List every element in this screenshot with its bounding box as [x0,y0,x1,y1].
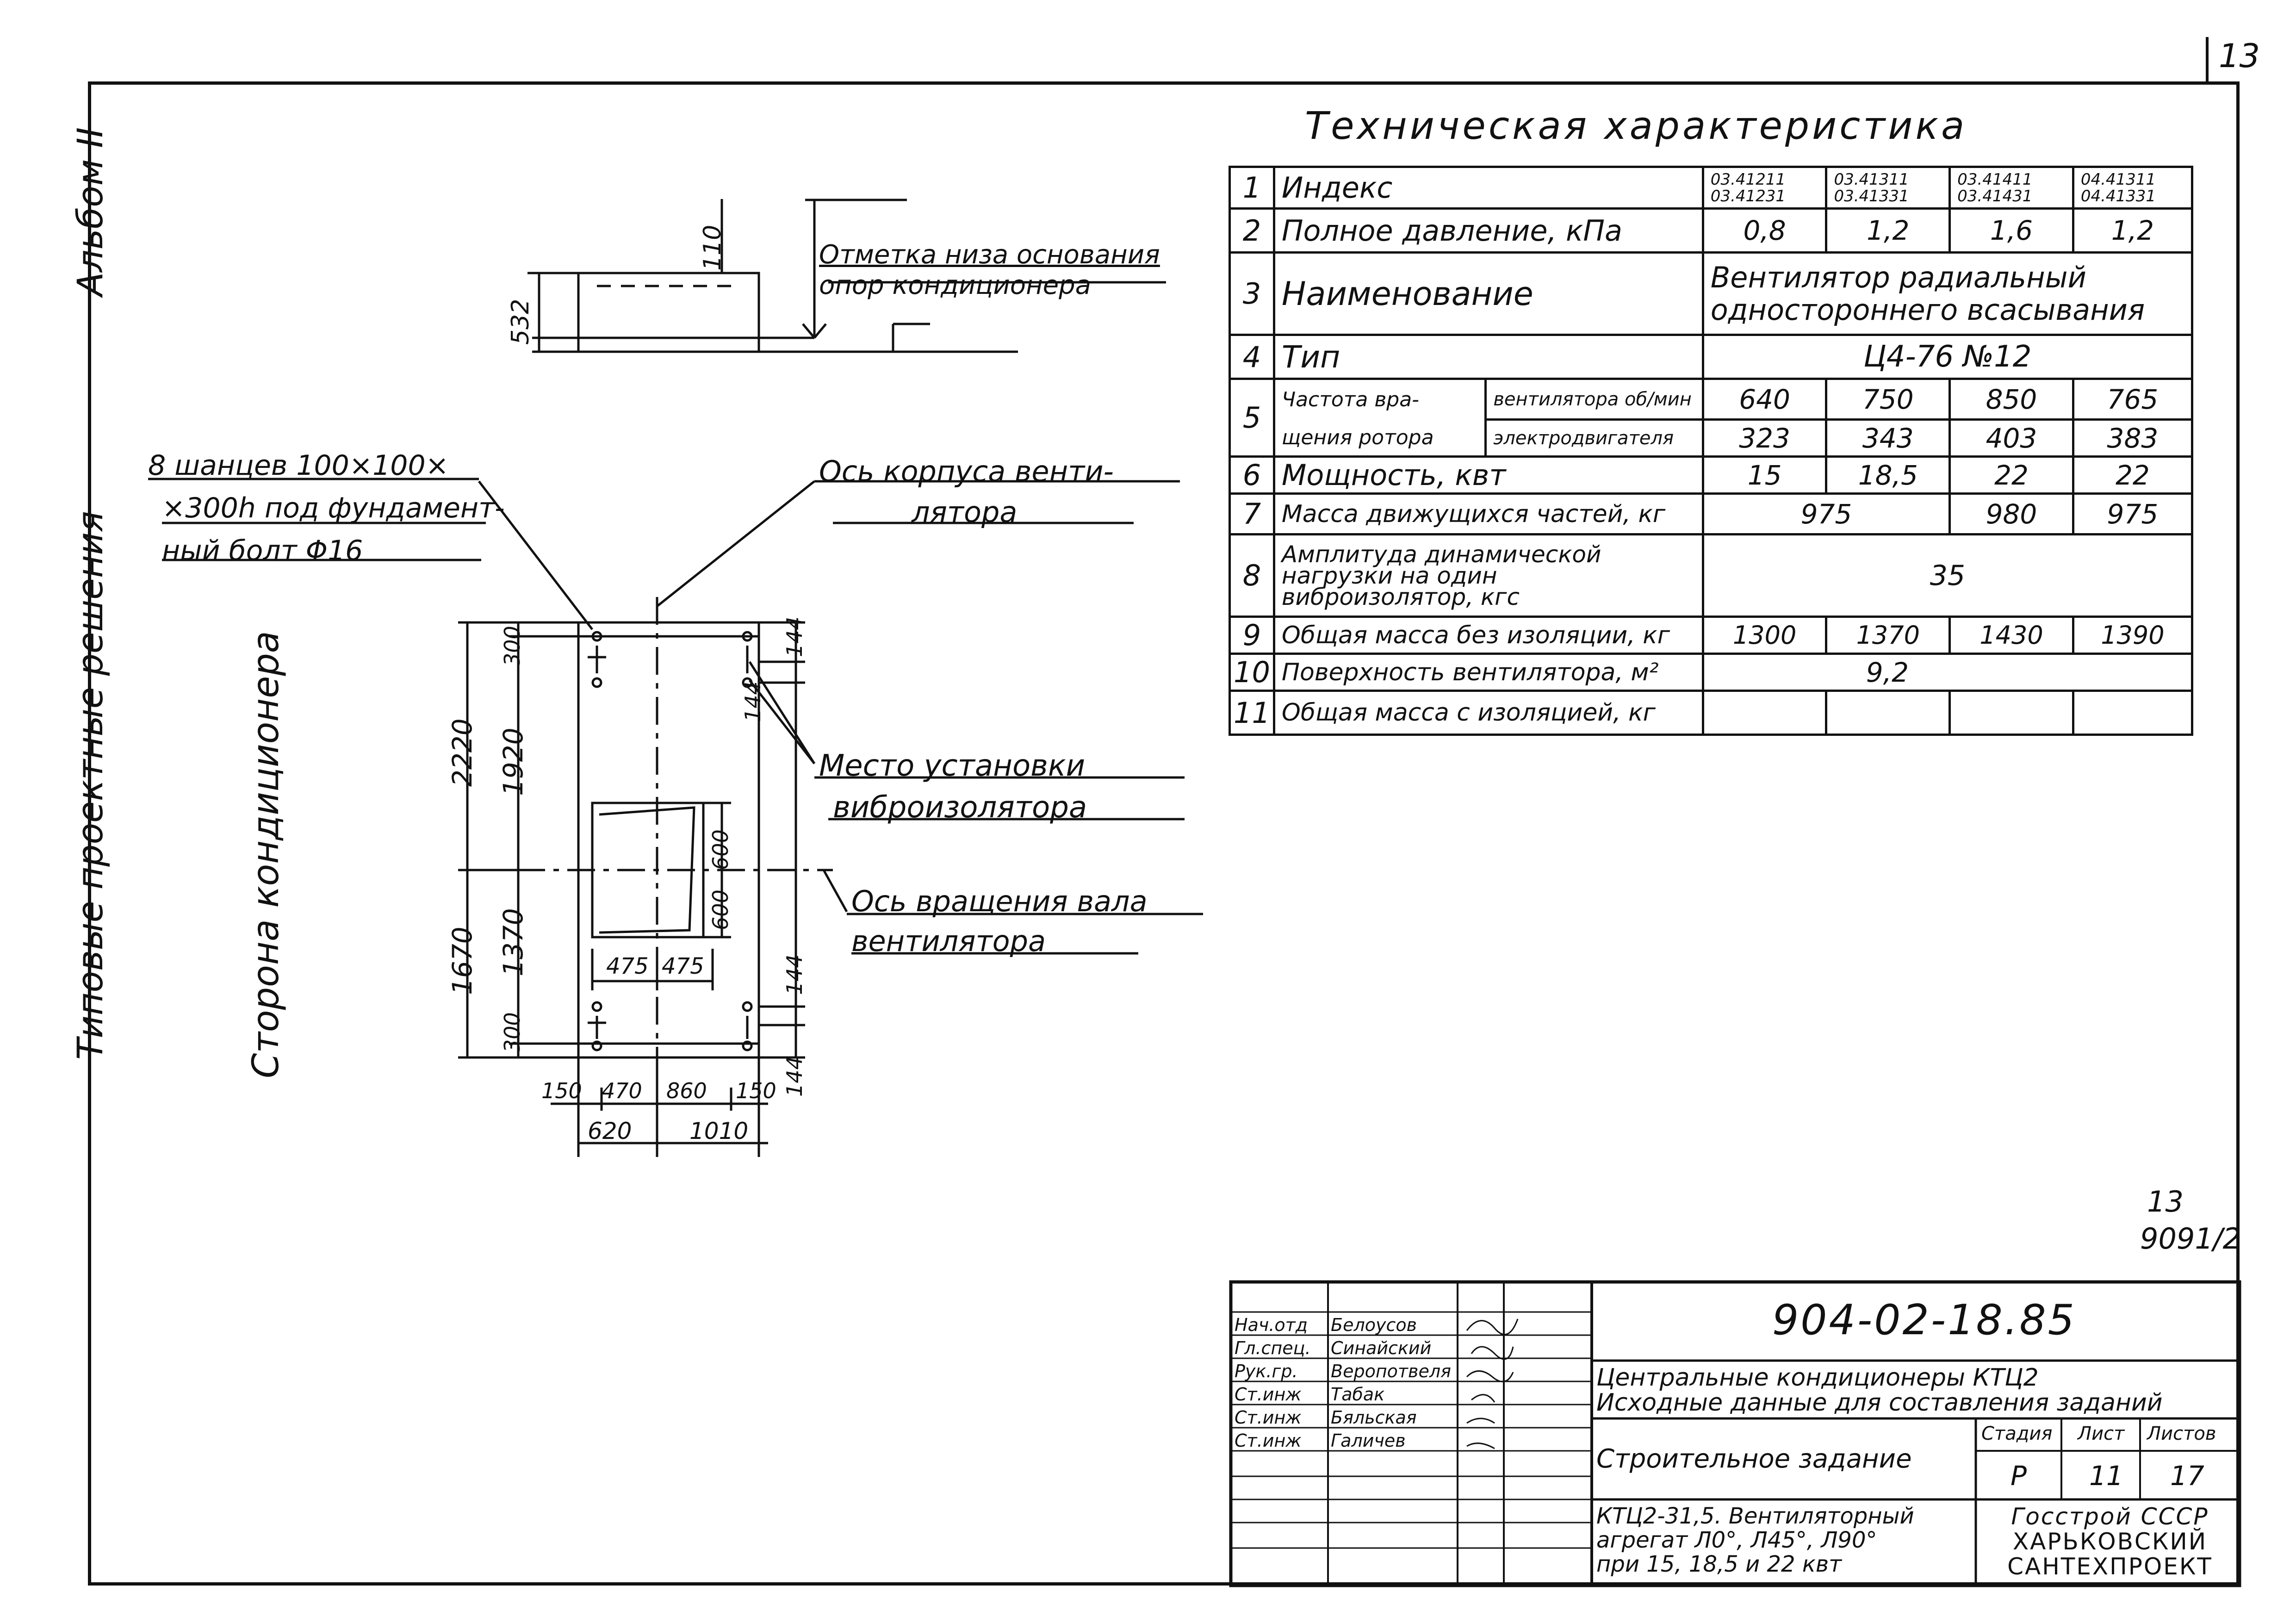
dim-144-b: 144 [740,681,765,722]
doc-title [1596,1365,2163,1415]
dim-2220: 2220 [447,718,478,787]
vibration-line1: Место установки [819,749,1086,783]
dim-144-c: 144 [782,954,807,995]
role-3: Рук.гр. [1235,1361,1298,1381]
dim-1670: 1670 [447,927,478,995]
mark-label-line1: Отметка низа основания [819,240,1160,270]
value: 15 [1703,457,1826,494]
row-label: Общая масса с изоляцией, кг [1274,691,1703,735]
role-4: Ст.инж [1235,1384,1302,1405]
spec-title: Техническая характеристика [1305,104,1967,148]
sheet-ref-bottom: 9091/2 [2140,1222,2241,1256]
value: 1390 [2073,617,2192,654]
value: 0,8 [1703,209,1826,253]
organization [1990,1504,2230,1579]
desc-line3: при 15, 18,5 и 22 квт [1596,1551,1842,1577]
row-num: 8 [1230,535,1274,617]
row-label: Полное давление, кПа [1274,209,1703,253]
name-2: Синайский [1331,1338,1432,1358]
value: 1,6 [1950,209,2073,253]
task-label: Строительное задание [1596,1444,1912,1474]
name-4: Табак [1331,1384,1385,1405]
value: 975 [2073,494,2192,535]
sheet-number: 13 [2219,37,2260,75]
value: 1430 [1950,617,2073,654]
row-label: Поверхность вентилятора, м² [1274,654,1703,691]
shaft-axis-line2: вентилятора [851,924,1046,958]
doc-code: 904-02-18.85 [1772,1296,2076,1344]
row-num: 1 [1230,167,1274,209]
row-label: Индекс [1274,167,1703,209]
desc-line1: КТЦ2-31,5. Вентиляторный [1596,1503,1914,1529]
row-label-a: Частота вра- [1274,379,1485,420]
value: 343 [1826,420,1950,457]
value: 22 [1950,457,2073,494]
role-1: Нач.отд [1235,1315,1308,1335]
value: 765 [2073,379,2192,420]
dim-1920: 1920 [497,728,529,796]
row-label: Масса движущихся частей, кг [1274,494,1703,535]
value: 640 [1703,379,1826,420]
name-3: Веропотвеля [1331,1361,1451,1381]
sheet-value: 11 [2089,1460,2123,1492]
name-1: Белоусов [1331,1315,1417,1335]
row-num: 9 [1230,617,1274,654]
row-label: Мощность, квт [1274,457,1703,494]
dim-600-a: 600 [708,829,733,870]
value: 980 [1950,494,2073,535]
merged-value: Вентилятор радиальный одностороннего всасывания [1703,253,2192,335]
row-label-b: щения ротора [1274,420,1485,457]
stage-label: Стадия [1981,1423,2053,1444]
value: 1,2 [1826,209,1950,253]
dim-475-a: 475 [606,953,649,979]
merged-value: 35 [1703,535,2192,617]
value: 1300 [1703,617,1826,654]
role-6: Ст.инж [1235,1430,1302,1451]
index-1: 03.41211 03.41231 [1703,167,1826,209]
org-line3: САНТЕХПРОЕКТ [2007,1553,2213,1580]
dim-110: 110 [699,224,726,271]
row-label: Амплитуда динамической нагрузки на один виброизолятор, кгс [1274,535,1703,617]
org-line2: ХАРЬКОВСКИЙ [2012,1528,2208,1555]
typical-solutions-label: Типовые проектные решения [69,511,111,1060]
desc-line2: агрегат Л0°, Л45°, Л90° [1596,1527,1877,1553]
fan-axis-line2: лятора [912,495,1018,529]
anchors-line3: ный болт Φ16 [162,535,363,567]
name-6: Галичев [1331,1430,1406,1451]
sheets-label: Листов [2147,1423,2216,1444]
row-num: 6 [1230,457,1274,494]
value: 22 [2073,457,2192,494]
sheets-value: 17 [2170,1460,2204,1492]
dim-144-d: 144 [782,1056,807,1097]
value: 750 [1826,379,1950,420]
dim-144-a: 144 [782,616,807,657]
dim-860: 860 [666,1078,707,1103]
anchors-line2: ×300h под фундамент- [162,492,505,524]
album-label: Альбом II [69,127,111,296]
anchors-line1: 8 шанцев 100×100× [148,449,449,482]
value: 1,2 [2073,209,2192,253]
index-4: 04.41311 04.41331 [2073,167,2192,209]
value: 403 [1950,420,2073,457]
title-block-names [1331,1313,1451,1452]
value: 850 [1950,379,2073,420]
doc-description [1596,1504,1914,1576]
row-label: Общая масса без изоляции, кг [1274,617,1703,654]
row-num: 4 [1230,335,1274,379]
name-5: Бяльская [1331,1407,1417,1428]
row-num: 2 [1230,209,1274,253]
mark-label-line2: опор кондиционера [819,270,1091,300]
dim-150-b: 150 [736,1078,776,1103]
row-num: 7 [1230,494,1274,535]
dim-620: 620 [588,1118,632,1144]
value: 975 [1703,494,1949,535]
dim-300-top: 300 [500,626,525,666]
dim-300-bottom: 300 [500,1012,525,1053]
sheet-ref-top: 13 [2147,1185,2184,1219]
row-num: 11 [1230,691,1274,735]
row-label: Тип [1274,335,1703,379]
dim-1370: 1370 [497,908,529,976]
org-line1: Госстрой СССР [2011,1503,2209,1530]
fan-axis-line1: Ось корпуса венти- [819,454,1114,488]
role-5: Ст.инж [1235,1407,1302,1428]
dim-150-a: 150 [541,1078,582,1103]
doc-title-line1: Центральные кондиционеры КТЦ2 [1596,1364,2039,1392]
row-num: 3 [1230,253,1274,335]
dim-600-b: 600 [708,889,733,930]
dim-470: 470 [602,1078,642,1103]
dim-532: 532 [507,298,534,345]
merged-value: 9,2 [1703,654,2192,691]
row-num: 10 [1230,654,1274,691]
stage-value: Р [2011,1460,2027,1492]
sub-label: вентилятора об/мин [1486,379,1703,420]
title-block-roles [1235,1313,1311,1452]
dim-475-b: 475 [662,953,704,979]
merged-value: Ц4-76 №12 [1703,335,2192,379]
dim-1010: 1010 [689,1118,749,1144]
shaft-axis-line1: Ось вращения вала [851,884,1148,918]
index-2: 03.41311 03.41331 [1826,167,1950,209]
index-3: 03.41411 03.41431 [1950,167,2073,209]
doc-title-line2: Исходные данные для составления заданий [1596,1389,2163,1417]
row-num: 5 [1230,379,1274,457]
value: 323 [1703,420,1826,457]
sub-label: электродвигателя [1486,420,1703,457]
vibration-line2: виброизолятора [833,790,1087,825]
role-2: Гл.спец. [1235,1338,1311,1358]
row-label: Наименование [1274,253,1703,335]
sheet-label: Лист [2078,1423,2125,1444]
value: 18,5 [1826,457,1950,494]
value: 1370 [1826,617,1950,654]
conditioner-side-label: Сторона кондиционера [245,631,287,1078]
value: 383 [2073,420,2192,457]
